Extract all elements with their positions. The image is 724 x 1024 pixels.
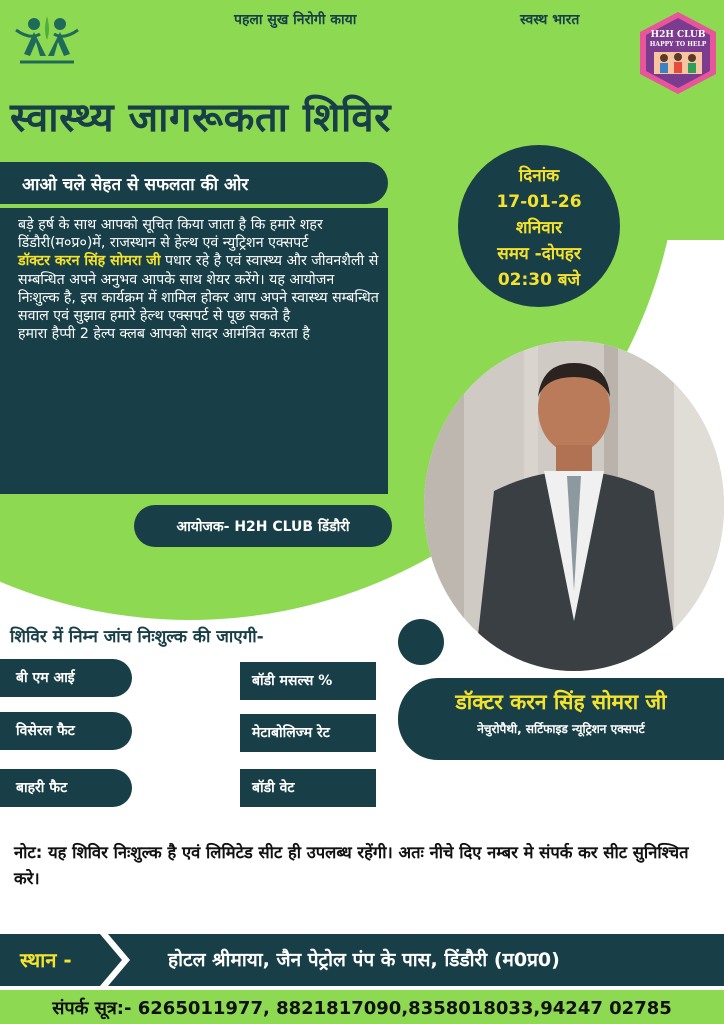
time-label: समय -दोपहर bbox=[497, 244, 581, 264]
test-item-body-weight: बॉडी वेट bbox=[240, 769, 376, 807]
test-item-visceral-fat: विसेरल फैट bbox=[0, 712, 132, 750]
badge-subtitle: HAPPY TO HELP bbox=[649, 41, 707, 48]
date-label: दिनांक bbox=[518, 166, 560, 186]
note-text: नोट: यह शिविर निःशुल्क है एवं लिमिटेड सीट ही उपलब्ध रहेंगी। अतः नीचे दिए नम्बर मे संपर्क कर सीट सुनिश्चित करे। bbox=[14, 843, 689, 888]
doctor-name: डॉक्टर करन सिंह सोमरा जी bbox=[455, 690, 667, 714]
people-logo-icon bbox=[10, 10, 84, 72]
hexagon-badge-icon bbox=[636, 10, 720, 96]
info-box bbox=[0, 208, 388, 494]
tests-title: शिविर में निम्न जांच निःशुल्क की जाएगी- bbox=[10, 627, 264, 647]
info-text-1: बड़े हर्ष के साथ आपको सूचित किया जाता है कि हमारे शहर डिंडौरी(म०प्र०)में, राजस्थान से हेल्थ एवं न्युट्रिशन एक्सपर्ट bbox=[18, 217, 323, 252]
location-label: स्थान - bbox=[20, 948, 72, 972]
badge-title: H2H CLUB bbox=[650, 30, 706, 40]
doctor-photo bbox=[424, 341, 724, 671]
tagline-right: स्वस्थ भारत bbox=[520, 12, 580, 28]
test-item-body-muscles: बॉडी मसल्स % bbox=[240, 662, 376, 700]
organizer-pill: आयोजक- H2H CLUB डिंडौरी bbox=[134, 505, 392, 547]
info-text-2: पधार रहे है एवं स्वास्थ्य और जीवनशैली से सम्बन्धित अपने अनुभव आपके साथ शेयर करेंगे। यह आयोजन निःशुल्क है, इस कार्यक्रम में शामिल होकर आप अपने स्वास्थ्य सम्बन्धित सवाल एवं सुझाव हमारे हेल्थ एक्सपर्ट से पूछ सकते है bbox=[18, 253, 379, 325]
time-value: 02:30 बजे bbox=[497, 270, 581, 290]
day-value: शनिवार bbox=[515, 218, 563, 238]
info-highlight-doctor: डॉक्टर करन सिंह सोमरा जी bbox=[18, 253, 161, 270]
info-text-3: हमारा हैप्पी 2 हेल्प क्लब आपको सादर आमंत्रित करता है bbox=[18, 326, 310, 343]
doctor-name-box bbox=[398, 678, 724, 760]
test-item-bmi: बी एम आई bbox=[0, 659, 132, 697]
h2h-club-badge bbox=[636, 10, 720, 96]
test-item-metabolism-rate: मेटाबोलिज्म रेट bbox=[240, 714, 376, 752]
decorative-dot bbox=[398, 619, 444, 665]
doctor-portrait-icon bbox=[424, 341, 724, 671]
date-circle bbox=[458, 145, 620, 307]
location-value: होटल श्रीमाया, जैन पेट्रोल पंप के पास, डिंडौरी (म0प्र0) bbox=[168, 949, 560, 971]
doctor-role: नेचुरोपैथी, सर्टिफाइड न्यूट्रिशन एक्सपर्ट bbox=[477, 722, 645, 736]
contact-numbers: संपर्क सूत्र:- 6265011977, 8821817090,8358018033,94247 02785 bbox=[0, 990, 724, 1024]
test-item-external-fat: बाहरी फैट bbox=[0, 769, 132, 807]
date-value: 17-01-26 bbox=[496, 192, 582, 212]
subtitle-pill: आओ चले सेहत से सफलता की ओर bbox=[0, 162, 388, 204]
tagline-left: पहला सुख निरोगी काया bbox=[234, 12, 357, 28]
page-title: स्वास्थ्य जागरूकता शिविर bbox=[10, 95, 391, 141]
